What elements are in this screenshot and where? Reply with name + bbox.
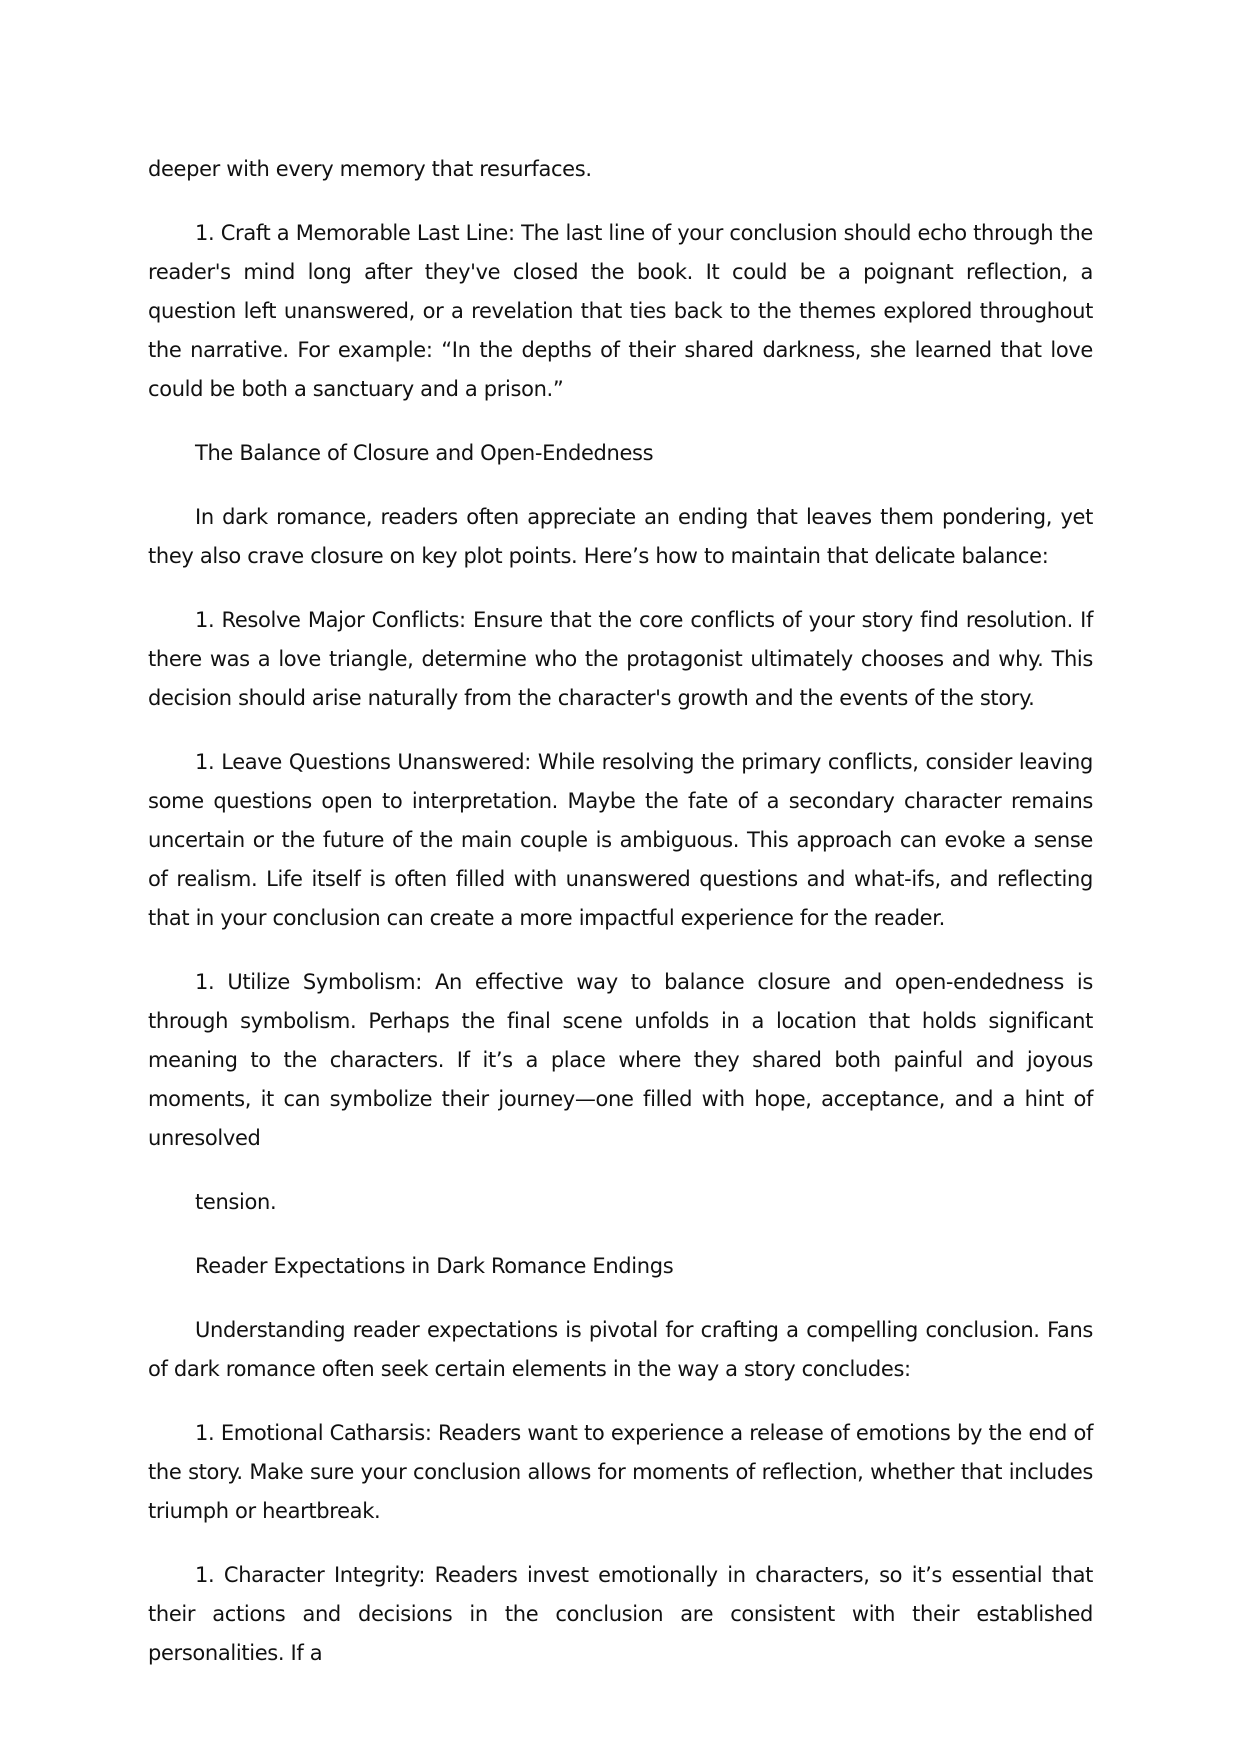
list-item-memorable-last-line: 1. Craft a Memorable Last Line: The last line of your conclusion should echo through the reader's mind long after they've closed the book. It could be a poignant reflection, a question left unanswered, or a revelation that ties back to the themes explored throughout the narrative. For example: “In the depths of their shared darkness, she learned that love could be both a sanctuary and a prison.”	[148, 221, 1093, 401]
paragraph-dark-romance-intro: In dark romance, readers often appreciate an ending that leaves them pondering, yet they also crave closure on key plot points. Here’s how to maintain that delicate balance:	[148, 505, 1093, 568]
paragraph-tension-fragment: tension.	[195, 1190, 277, 1214]
list-item-resolve-conflicts: 1. Resolve Major Conflicts: Ensure that the core conflicts of your story find resolution. If there was a love triangle, determine who the protagonist ultimately chooses and why. This decision should arise naturally from the character's growth and the events of the story.	[148, 608, 1093, 710]
paragraph-reader-expectations-intro: Understanding reader expectations is pivotal for crafting a compelling conclusion. Fans of dark romance often seek certain elements in the way a story concludes:	[148, 1318, 1093, 1381]
list-item-character-integrity: 1. Character Integrity: Readers invest emotionally in characters, so it’s essential that their actions and decisions in the conclusion are consistent with their established personalities. If a	[148, 1563, 1093, 1665]
list-item-utilize-symbolism: 1. Utilize Symbolism: An effective way to balance closure and open-endedness is through symbolism. Perhaps the final scene unfolds in a location that holds significant meaning to the characters. If it’s a place where they shared both painful and joyous moments, it can symbolize their journey—one filled with hope, acceptance, and a hint of unresolved	[148, 970, 1093, 1150]
section-heading-reader-expectations: Reader Expectations in Dark Romance Endings	[195, 1254, 674, 1278]
list-item-emotional-catharsis: 1. Emotional Catharsis: Readers want to experience a release of emotions by the end of the story. Make sure your conclusion allows for moments of reflection, whether that includes triumph or heartbreak.	[148, 1421, 1093, 1523]
document-page	[148, 150, 1093, 1698]
list-item-leave-questions: 1. Leave Questions Unanswered: While resolving the primary conflicts, consider leaving some questions open to interpretation. Maybe the fate of a secondary character remains uncertain or the future of the main couple is ambiguous. This approach can evoke a sense of realism. Life itself is often filled with unanswered questions and what-ifs, and reflecting that in your conclusion can create a more impactful experience for the reader.	[148, 750, 1093, 930]
paragraph-continuation-memory: deeper with every memory that resurfaces.	[148, 157, 592, 181]
section-heading-closure-balance: The Balance of Closure and Open-Endedness	[195, 441, 654, 465]
